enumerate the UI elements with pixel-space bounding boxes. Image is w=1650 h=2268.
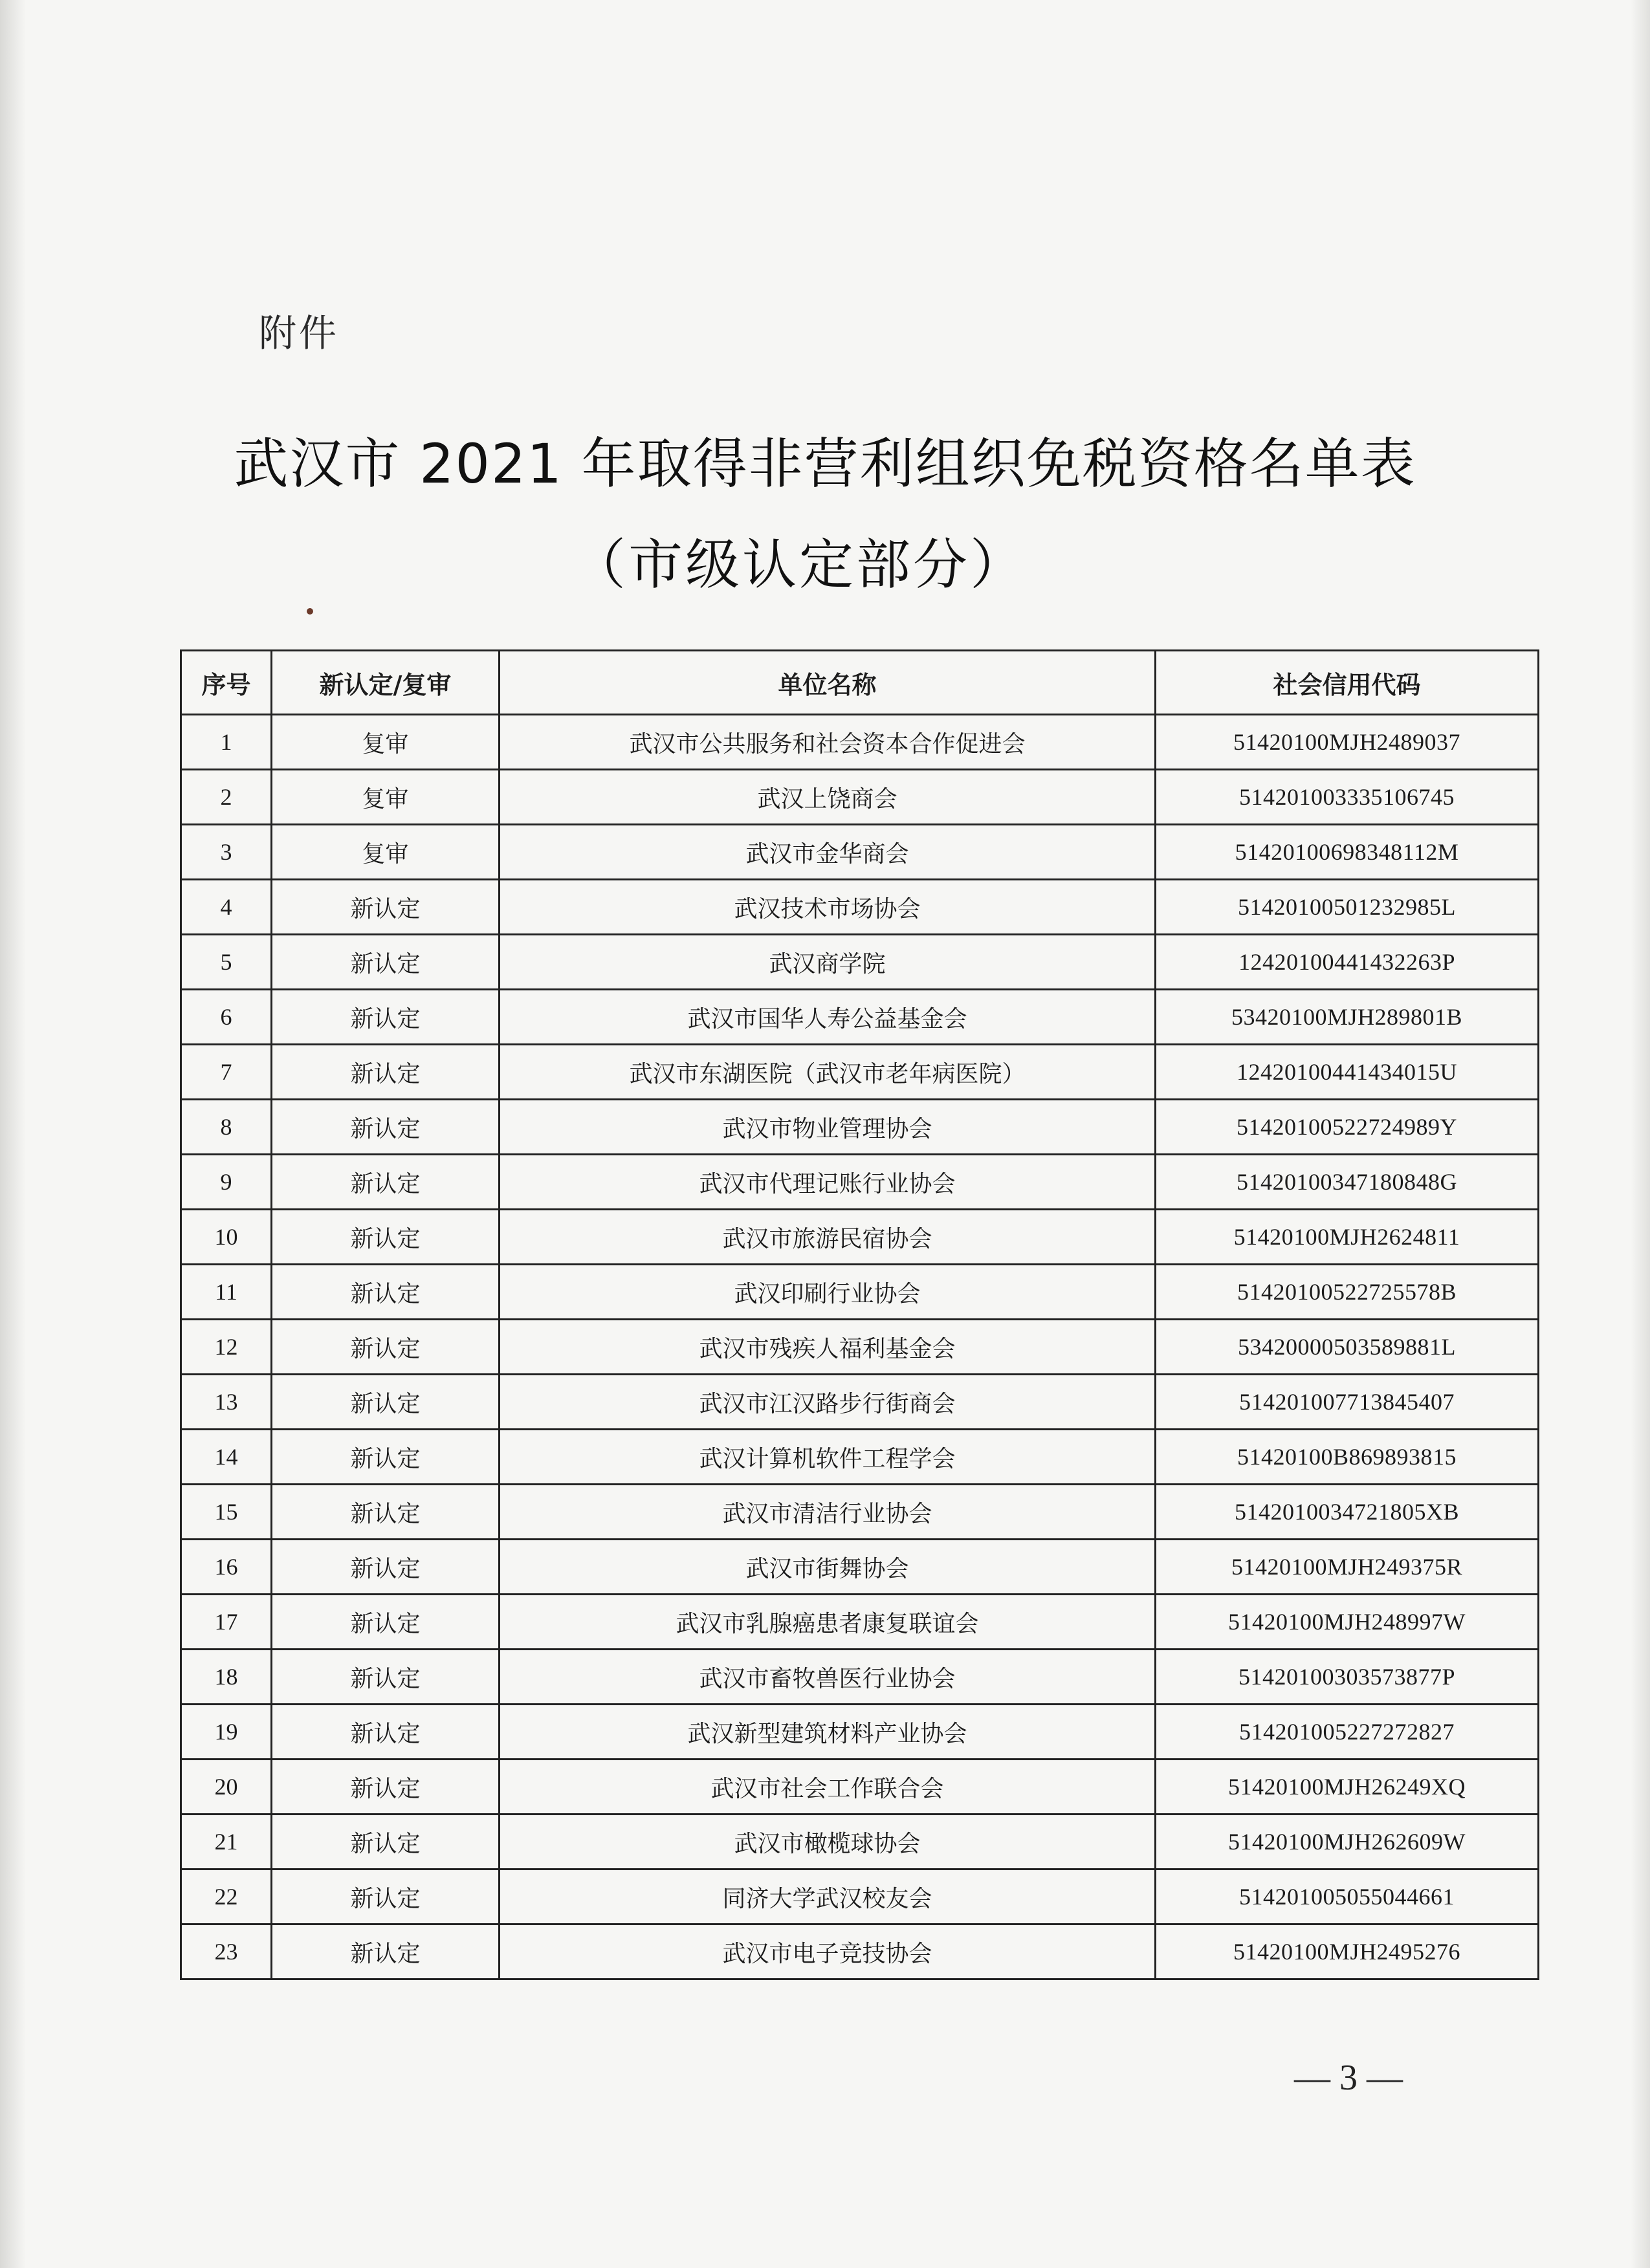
table-row — [181, 1375, 1539, 1430]
cell-no: 23 — [181, 1925, 272, 1979]
cell-code: 51420100MJH2495276 — [1156, 1925, 1539, 1979]
cell-code: 51420100MJH249375R — [1156, 1540, 1539, 1595]
cell-type: 复审 — [272, 715, 500, 770]
cell-type: 新认定 — [272, 1485, 500, 1540]
cell-type: 新认定 — [272, 1320, 500, 1375]
header-name: 单位名称 — [500, 651, 1156, 715]
cell-name: 武汉市国华人寿公益基金会 — [500, 990, 1156, 1045]
cell-type: 新认定 — [272, 1100, 500, 1155]
cell-no: 1 — [181, 715, 272, 770]
table-row — [181, 1485, 1539, 1540]
cell-type: 新认定 — [272, 1045, 500, 1100]
cell-name: 武汉市金华商会 — [500, 825, 1156, 880]
cell-type: 复审 — [272, 825, 500, 880]
cell-code: 514201007713845407 — [1156, 1375, 1539, 1430]
cell-type: 新认定 — [272, 1265, 500, 1320]
cell-type: 新认定 — [272, 1375, 500, 1430]
cell-no: 13 — [181, 1375, 272, 1430]
cell-no: 9 — [181, 1155, 272, 1210]
cell-name: 武汉技术市场协会 — [500, 880, 1156, 935]
table-row — [181, 1870, 1539, 1925]
header-no: 序号 — [181, 651, 272, 715]
table-row — [181, 1595, 1539, 1650]
table-header-row — [181, 651, 1539, 715]
cell-type: 新认定 — [272, 880, 500, 935]
page-number: — 3 — — [1294, 2058, 1403, 2098]
cell-code: 53420100MJH289801B — [1156, 990, 1539, 1045]
cell-no: 16 — [181, 1540, 272, 1595]
table-row — [181, 1925, 1539, 1979]
cell-name: 武汉市畜牧兽医行业协会 — [500, 1650, 1156, 1705]
table-row — [181, 1760, 1539, 1815]
cell-type: 复审 — [272, 770, 500, 825]
cell-code: 51420100303573877P — [1156, 1650, 1539, 1705]
cell-name: 武汉市物业管理协会 — [500, 1100, 1156, 1155]
cell-code: 51420100MJH262609W — [1156, 1815, 1539, 1870]
cell-name: 同济大学武汉校友会 — [500, 1870, 1156, 1925]
cell-type: 新认定 — [272, 990, 500, 1045]
cell-code: 53420000503589881L — [1156, 1320, 1539, 1375]
cell-code: 51420100522724989Y — [1156, 1100, 1539, 1155]
cell-no: 10 — [181, 1210, 272, 1265]
table-body — [181, 715, 1539, 1979]
cell-no: 22 — [181, 1870, 272, 1925]
cell-no: 8 — [181, 1100, 272, 1155]
table-row — [181, 1430, 1539, 1485]
table-row — [181, 1265, 1539, 1320]
cell-name: 武汉计算机软件工程学会 — [500, 1430, 1156, 1485]
cell-code: 51420100MJH248997W — [1156, 1595, 1539, 1650]
cell-name: 武汉商学院 — [500, 935, 1156, 990]
cell-code: 51420100698348112M — [1156, 825, 1539, 880]
cell-no: 15 — [181, 1485, 272, 1540]
cell-code: 51420100MJH26249XQ — [1156, 1760, 1539, 1815]
cell-type: 新认定 — [272, 1210, 500, 1265]
cell-type: 新认定 — [272, 1705, 500, 1760]
cell-name: 武汉市清洁行业协会 — [500, 1485, 1156, 1540]
cell-type: 新认定 — [272, 1650, 500, 1705]
cell-code: 514201003335106745 — [1156, 770, 1539, 825]
table-row — [181, 770, 1539, 825]
organization-table — [180, 649, 1539, 1980]
table-row — [181, 825, 1539, 880]
table-row — [181, 1540, 1539, 1595]
cell-type: 新认定 — [272, 1595, 500, 1650]
cell-code: 51420100522725578B — [1156, 1265, 1539, 1320]
cell-type: 新认定 — [272, 1870, 500, 1925]
scan-speck — [307, 608, 313, 615]
cell-no: 6 — [181, 990, 272, 1045]
document-subtitle: （市级认定部分） — [571, 533, 1027, 596]
table-row — [181, 1100, 1539, 1155]
table-row — [181, 1045, 1539, 1100]
cell-name: 武汉市橄榄球协会 — [500, 1815, 1156, 1870]
cell-name: 武汉上饶商会 — [500, 770, 1156, 825]
cell-type: 新认定 — [272, 1815, 500, 1870]
cell-name: 武汉市街舞协会 — [500, 1540, 1156, 1595]
cell-name: 武汉市旅游民宿协会 — [500, 1210, 1156, 1265]
table-row — [181, 715, 1539, 770]
cell-name: 武汉印刷行业协会 — [500, 1265, 1156, 1320]
table-row — [181, 990, 1539, 1045]
cell-code: 51420100B869893815 — [1156, 1430, 1539, 1485]
cell-no: 7 — [181, 1045, 272, 1100]
cell-no: 3 — [181, 825, 272, 880]
cell-code: 514201005055044661 — [1156, 1870, 1539, 1925]
cell-name: 武汉市江汉路步行街商会 — [500, 1375, 1156, 1430]
cell-no: 2 — [181, 770, 272, 825]
attachment-label: 附件 — [259, 311, 340, 355]
cell-code: 51420100501232985L — [1156, 880, 1539, 935]
cell-no: 14 — [181, 1430, 272, 1485]
cell-code: 514201005227272827 — [1156, 1705, 1539, 1760]
table-row — [181, 1650, 1539, 1705]
cell-no: 19 — [181, 1705, 272, 1760]
table-row — [181, 1155, 1539, 1210]
cell-type: 新认定 — [272, 1925, 500, 1979]
table-row — [181, 935, 1539, 990]
cell-name: 武汉新型建筑材料产业协会 — [500, 1705, 1156, 1760]
cell-no: 12 — [181, 1320, 272, 1375]
cell-type: 新认定 — [272, 1760, 500, 1815]
cell-no: 5 — [181, 935, 272, 990]
table-row — [181, 1320, 1539, 1375]
cell-no: 11 — [181, 1265, 272, 1320]
cell-code: 51420100347180848G — [1156, 1155, 1539, 1210]
document-title: 武汉市 2021 年取得非营利组织免税资格名单表 — [234, 432, 1416, 496]
cell-name: 武汉市电子竞技协会 — [500, 1925, 1156, 1979]
table-row — [181, 880, 1539, 935]
cell-code: 12420100441432263P — [1156, 935, 1539, 990]
cell-code: 51420100MJH2489037 — [1156, 715, 1539, 770]
cell-code: 51420100MJH2624811 — [1156, 1210, 1539, 1265]
cell-name: 武汉市东湖医院（武汉市老年病医院） — [500, 1045, 1156, 1100]
cell-name: 武汉市社会工作联合会 — [500, 1760, 1156, 1815]
cell-type: 新认定 — [272, 1155, 500, 1210]
cell-type: 新认定 — [272, 935, 500, 990]
cell-no: 4 — [181, 880, 272, 935]
cell-no: 20 — [181, 1760, 272, 1815]
table-row — [181, 1210, 1539, 1265]
cell-type: 新认定 — [272, 1430, 500, 1485]
cell-code: 12420100441434015U — [1156, 1045, 1539, 1100]
cell-no: 17 — [181, 1595, 272, 1650]
scan-edge-left — [0, 0, 26, 2268]
cell-code: 5142010034721805XB — [1156, 1485, 1539, 1540]
header-code: 社会信用代码 — [1156, 651, 1539, 715]
cell-type: 新认定 — [272, 1540, 500, 1595]
cell-no: 21 — [181, 1815, 272, 1870]
scan-edge-right — [1631, 0, 1650, 2268]
cell-name: 武汉市乳腺癌患者康复联谊会 — [500, 1595, 1156, 1650]
table-row — [181, 1815, 1539, 1870]
cell-name: 武汉市公共服务和社会资本合作促进会 — [500, 715, 1156, 770]
cell-name: 武汉市代理记账行业协会 — [500, 1155, 1156, 1210]
cell-name: 武汉市残疾人福利基金会 — [500, 1320, 1156, 1375]
header-type: 新认定/复审 — [272, 651, 500, 715]
cell-no: 18 — [181, 1650, 272, 1705]
table-row — [181, 1705, 1539, 1760]
